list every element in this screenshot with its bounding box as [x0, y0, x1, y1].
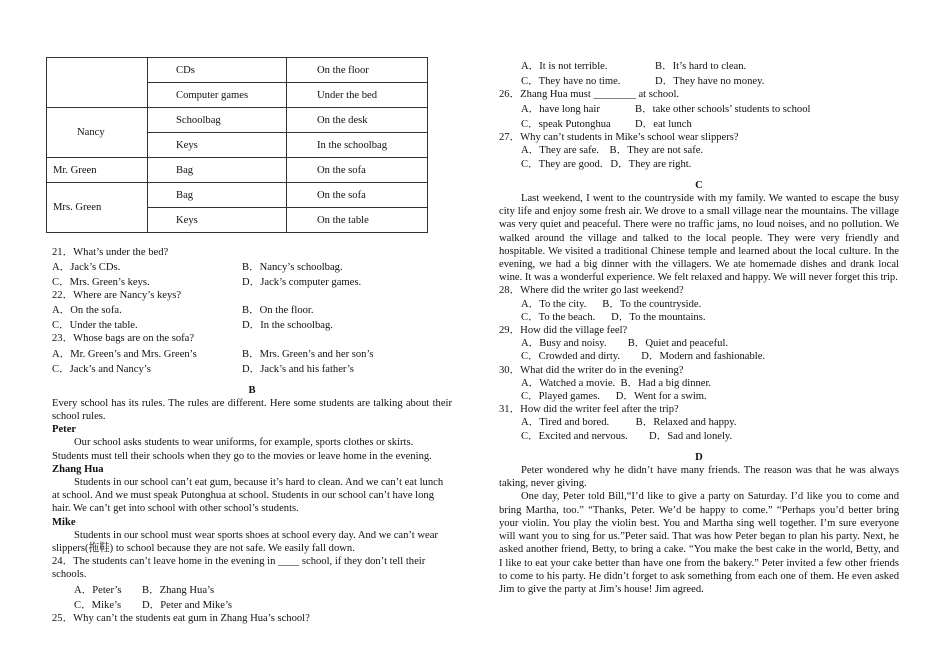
option-a: A．On the sofa.	[52, 305, 122, 317]
options-row: A．They are safe. B．They are not safe.	[521, 145, 704, 157]
passage-c: Last weekend, I went to the countryside with my family. We wanted to escape the busy city life and enjoy some fresh air. We drove to a small village near the mountains. The village was very quiet and peaceful. There were no traffic jams, no loud noises, and no pollution. We walked around the village and talked to the local people. They were very friendly and hospitable. We visited a traditional Chinese temple and learned about the local culture. In the evening, we had a big dinner with the villagers. We ate homemade dishes and drank local wine. It was a wonderful experience. We felt relaxed and happy. We will never forget this trip.	[499, 193, 899, 284]
options-row	[52, 317, 452, 332]
table-cell-person: Mrs. Green	[47, 183, 148, 233]
question-28: 28．Where did the writer go last weekend?	[499, 285, 684, 297]
options-row	[52, 346, 452, 361]
mike-text: Students in our school must wear sports shoes at school every day. And we can’t wear slippers(拖鞋) to school because they are not safe. We easily fall down.	[52, 529, 438, 555]
speaker-peter: Peter	[52, 424, 77, 436]
option-c: C．Mrs. Green’s keys.	[52, 277, 150, 289]
option-a: A．have long hair	[521, 104, 600, 116]
table-cell-place: In the schoolbag	[287, 133, 428, 158]
options-row	[499, 116, 899, 131]
option-c: C．Under the table.	[52, 320, 138, 332]
table-cell-item: Keys	[148, 208, 287, 233]
option-d: D．In the schoolbag.	[242, 320, 333, 332]
table-cell-person	[47, 58, 148, 108]
option-d: D．eat lunch	[635, 119, 692, 131]
option-b: B．It’s hard to clean.	[655, 61, 747, 72]
table-cell-item: Keys	[148, 133, 287, 158]
info-table	[46, 57, 428, 233]
speaker-mike: Mike	[52, 516, 76, 528]
table-row	[47, 108, 428, 133]
table-cell-person: Mr. Green	[47, 158, 148, 183]
question-24: 24．The students can’t leave home in the evening in ____ school, if they don’t tell their schools.	[52, 556, 426, 581]
table-row	[47, 158, 428, 183]
options-row: A．Busy and noisy. B．Quiet and peaceful.	[521, 338, 729, 350]
options-row	[499, 101, 899, 116]
option-b: B．On the floor.	[242, 305, 314, 317]
options-row: C．To the beach. D．To the mountains.	[521, 311, 706, 323]
option-d: D．Peter and Mike’s	[142, 599, 233, 611]
question-21: 21．What’s under the bed?	[52, 247, 169, 258]
speaker-zhang-hua: Zhang Hua	[52, 463, 104, 475]
option-a: A．Jack’s CDs.	[52, 262, 121, 274]
options-row	[52, 582, 452, 597]
question-22: 22．Where are Nancy’s keys?	[52, 290, 182, 302]
table-cell-place: Under the bed	[287, 83, 428, 108]
question-23: 23．Whose bags are on the sofa?	[52, 333, 195, 345]
section-heading-c: C	[695, 179, 703, 191]
question-26: 26．Zhang Hua must ________ at school.	[499, 89, 680, 100]
table-cell-item: Computer games	[148, 83, 287, 108]
zhang-text: Students in our school can’t eat gum, because it’s hard to clean. And we can’t eat lunch at school. And we must speak Putonghua at school. Students in our school can’t have long hair. We can’t get into school with other school’s students.	[52, 477, 444, 515]
option-d: D．They have no money.	[655, 76, 765, 87]
table-cell-item: Bag	[148, 183, 287, 208]
option-d: D．Jack’s and his father’s	[242, 363, 354, 375]
options-row	[52, 259, 452, 274]
option-a: A．It is not terrible.	[521, 61, 608, 72]
section-heading-b: B	[248, 384, 256, 396]
table-cell-place: On the sofa	[287, 158, 428, 183]
option-b: B．Zhang Hua’s	[142, 584, 215, 596]
section-heading-d: D	[695, 451, 703, 463]
option-d: D．Jack’s computer games.	[242, 277, 362, 289]
question-31: 31．How did the writer feel after the trip?	[499, 404, 679, 416]
table-row	[47, 58, 428, 83]
table-cell-person: Nancy	[47, 108, 148, 158]
options-row: A．Tired and bored. B．Relaxed and happy.	[521, 417, 737, 429]
question-30: 30．What did the writer do in the evening?	[499, 364, 684, 376]
peter-text: Our school asks students to wear uniforms, for example, sports clothes or skirts. Students must tell their schools when they go to the movies or leave home in the evening.	[52, 437, 432, 462]
options-row	[52, 274, 452, 289]
table-row	[47, 183, 428, 208]
intro-b: Every school has its rules. The rules are different. Here some students are talking about their school rules.	[52, 397, 452, 423]
passage-d-1: Peter wondered why he didn’t have many friends. The reason was that he was always taking, never giving.	[499, 465, 899, 490]
option-b: B．take other schools’ students to school	[635, 104, 811, 116]
right-column	[499, 58, 899, 596]
options-row: A．To the city. B．To the countryside.	[521, 298, 702, 310]
option-c: C．Mike’s	[74, 599, 122, 611]
table-cell-place: On the sofa	[287, 183, 428, 208]
table-cell-item: CDs	[148, 58, 287, 83]
options-row	[52, 597, 452, 612]
option-b: B．Nancy’s schoolbag.	[242, 262, 343, 274]
table-cell-place: On the desk	[287, 108, 428, 133]
options-row: A．Watched a movie. B．Had a big dinner.	[521, 377, 712, 389]
question-25: 25．Why can’t the students eat gum in Zhang Hua’s school?	[52, 612, 310, 624]
option-b: B．Mrs. Green’s and her son’s	[242, 348, 374, 360]
options-row: C．They are good. D．They are right.	[521, 158, 692, 170]
question-29: 29．How did the village feel?	[499, 325, 628, 337]
option-a: A．Peter’s	[74, 584, 122, 596]
options-row	[52, 302, 452, 317]
table-cell-item: Schoolbag	[148, 108, 287, 133]
options-row: C．Crowded and dirty. D．Modern and fashionable.	[521, 351, 766, 363]
table-cell-item: Bag	[148, 158, 287, 183]
option-a: A．Mr. Green’s and Mrs. Green’s	[52, 348, 197, 360]
option-c: C．Jack’s and Nancy’s	[52, 363, 151, 375]
option-c: C．They have no time.	[521, 76, 621, 87]
question-27: 27．Why can’t students in Mike’s school wear slippers?	[499, 132, 739, 144]
options-row: C．Played games. D．Went for a swim.	[521, 391, 707, 403]
option-c: C．speak Putonghua	[521, 119, 611, 131]
passage-d-2: One day, Peter told Bill,“I’d like to give a party on Saturday. I’d like you to come and bring Martha, too.” “Thanks, Peter. We’d be happy to come.” “Perhaps you’d better bring your violin. You play the violin best. You and Martha sing well together. I’m sure everyone will want you to sing for us.”Peter said. That was how Peter began to plan his party. Next, he asked another friend, Betty, to bring a cake. “You make the best cake in the world, Betty, and I like to eat your cake better than have one from the bakery.” Peter invited a few other friends to come to his party. He didn’t forget to ask something from each one of them. He even asked Jim to give the party at Jim’s house! Jim agreed.	[499, 491, 899, 595]
options-row	[52, 361, 452, 376]
table-cell-place: On the floor	[287, 58, 428, 83]
options-row	[499, 58, 899, 73]
left-column	[52, 246, 452, 625]
options-row: C．Excited and nervous. D．Sad and lonely.	[521, 430, 733, 442]
options-row	[499, 73, 899, 88]
table-cell-place: On the table	[287, 208, 428, 233]
